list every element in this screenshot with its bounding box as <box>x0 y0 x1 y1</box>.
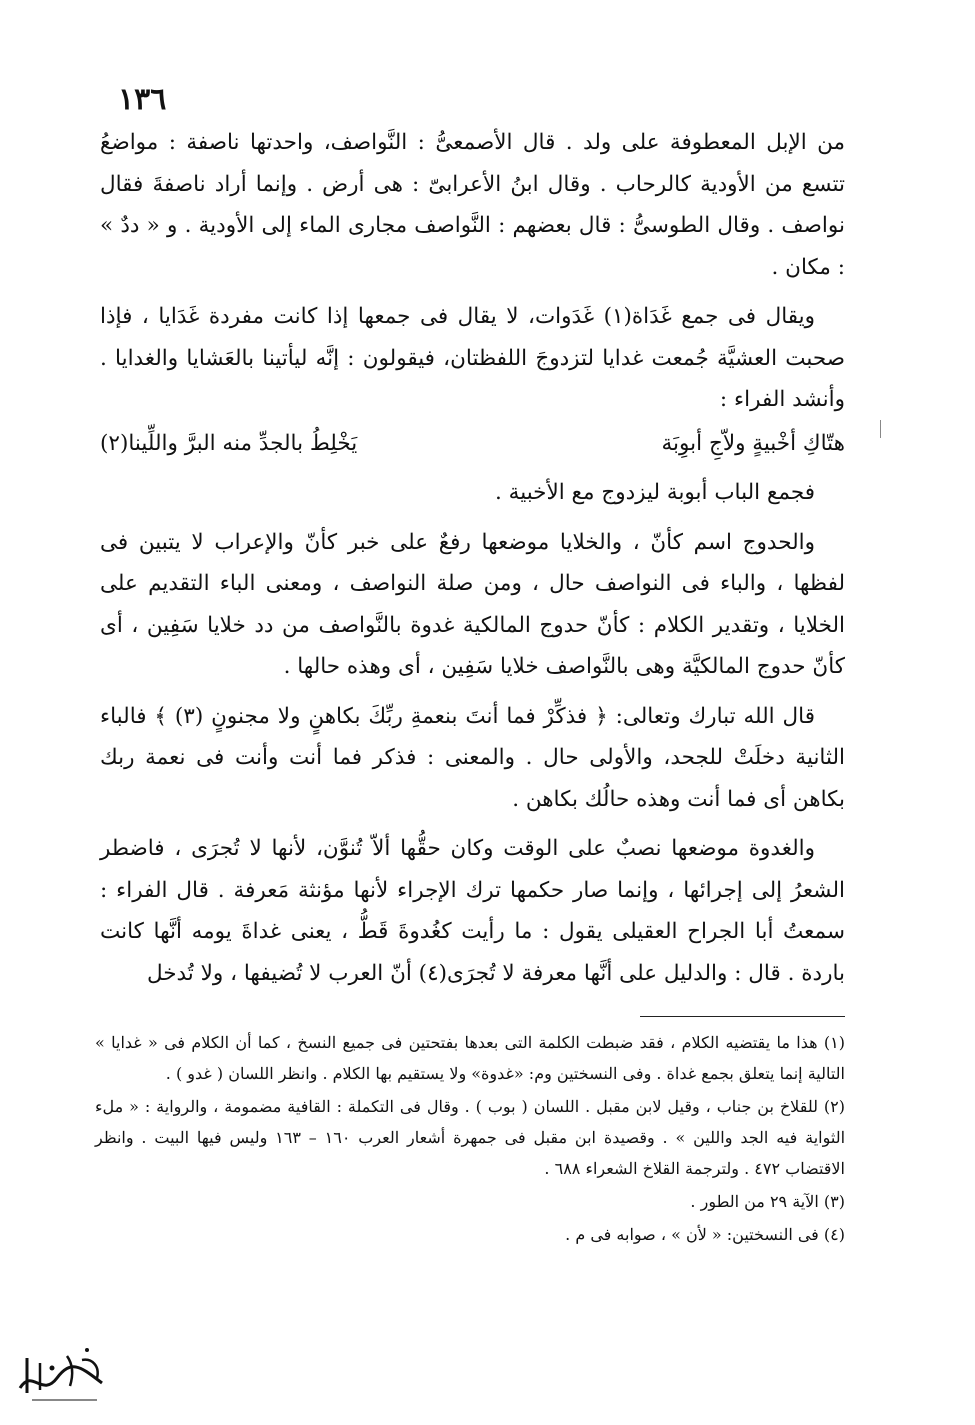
main-text <box>100 122 845 994</box>
calligraphy-logo-icon <box>12 1338 112 1410</box>
paragraph-3: فجمع الباب أبوبة ليزدوج مع الأخبية . <box>495 480 815 505</box>
verse-second-hemistich: يَخْلِطُ بالجدِّ منه البرَّ واللِّينا(٢) <box>100 430 358 456</box>
footnote-2: (٢) للقلاخ بن جناب ، وقيل لابن مقبل . اللسان ( بوب ) . وقال فى التكملة : القافية مضمومة ، والرواية : « ملء الثواية فيه الجد واللين » . وقصيدة ابن مقبل فى جمهرة أشعار العرب ١٦٠ – ١٦٣ وليس فيها البيت . وانظر الاقتضاب ٤٧٢ . ولترجمة القلاخ الشعراء ٦٨٨ . <box>95 1097 846 1178</box>
paragraph-6: والغدوة موضعها نصبٌ على الوقت وكان حقُّها ألاّ تُنوَّن، لأنها لا تُجرَى ، فاضطر الشعرُ إلى إجرائها ، وإنما صار حكمها ترك الإجراء لأنها مؤنثة مَعرفة . قال الفراء : سمعتُ أبا الجراح العقيلى يقول : ما رأيت كغُدوةَ قَطُّ ، يعنى غداةَ يومه أنَّها كانت باردة . قال : والدليل على أنَّها معرفة لا تُجرَى(٤) أنّ العرب لا تُضيفها ، ولا تُدخل <box>100 836 845 986</box>
verse-gap <box>484 423 534 465</box>
poetry-verse <box>100 423 845 465</box>
footnote-3: (٣) الآية ٢٩ من الطور . <box>690 1192 845 1211</box>
paragraph-2: ويقال فى جمع غَدَاة(١) غَدَوات، لا يقال فى جمعها إذا كانت مفردة غَدَايا ، فإذا صحبت العشيَّة جُمعت غدايا لتزدوجَ اللفظتان، فيقولون : إنَّه ليأتينا بالعَشايا والغدايا . وأنشد الفراء : <box>100 304 845 412</box>
margin-mark <box>880 420 881 438</box>
paragraph-1: من الإبل المعطوفة على ولد . قال الأصمعىُّ : النَّواصف، واحدتها ناصفة : مواضعُ تتسع من الأودية كالرحاب . وقال ابنُ الأعرابىّ : هى أرض . وإنما أراد ناصفةَ فقال نواصف . وقال الطوسىُّ : قال بعضهم : النَّواصف مجارى الماء إلى الأودية . و « ددٌ » : مكان . <box>100 130 845 280</box>
paragraph-4: والحدوج اسم كأنّ ، والخلايا موضعها رفعٌ على خبر كأنّ والإعراب لا يتبين فى لفظها ، والباء فى النواصف حال ، ومن صلة النواصف ، ومعنى الباء التقديم على الخلايا ، وتقدير الكلام : كأنّ حدوج المالكية غدوة بالنَّواصف من دد خلايا سَفِين ، أى كأنّ حدوج المالكيَّة وهى بالنَّواصف خلايا سَفِين ، أى وهذه حالها . <box>100 529 845 679</box>
footnotes <box>95 1025 845 1250</box>
footnote-4: (٤) فى النسختين: « لأن » ، صوابه فى م . <box>565 1225 845 1244</box>
page-number: ١٣٦ <box>118 82 167 117</box>
footnote-1: (١) هذا ما يقتضيه الكلام ، فقد ضبطت الكلمة التى بعدها بفتحتين فى جميع النسخ ، كما أن الكلام فى « غدايا » التالية إنما يتعلق بجمع غداة . وفى النسختين وم: «غدوة» ولا يستقيم بها الكلام . وانظر اللسان ( غدو ) . <box>95 1033 845 1083</box>
footnote-divider <box>640 1016 845 1017</box>
paragraph-5: قال الله تبارك وتعالى: ﴿ فذكِّرْ فما أنتَ بنعمةِ ربِّكَ بكاهنٍ ولا مجنونٍ (٣) ﴾ فالباء الثانية دخلَتْ للجحد، والأولى حال . والمعنى : فذكر فما أنت وأنت فى نعمة ربك بكاهن أى فما أنت وهذه حالُك بكاهن . <box>100 703 845 812</box>
verse-first-hemistich: هتّاكِ أخْبيةٍ ولاّجِ أبوِبَة <box>661 430 845 456</box>
